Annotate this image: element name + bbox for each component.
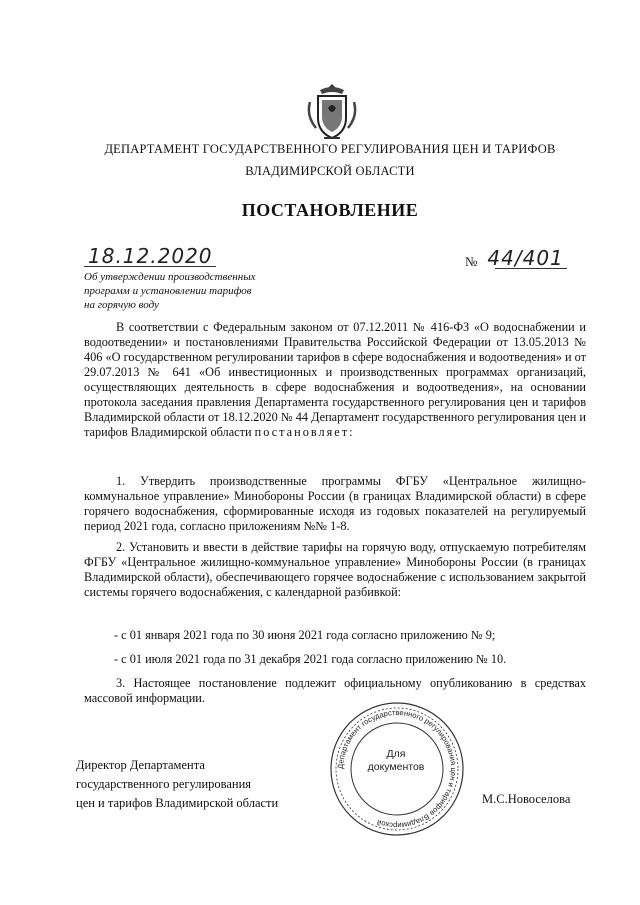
department-name-line2: ВЛАДИМИРСКОЙ ОБЛАСТИ [245,164,415,178]
stamp-ring-text: Департамент государственного регулирования цен и тарифов Владимирской [335,707,459,831]
stamp-center-line: документов [367,761,425,773]
number-value: 44/401 [487,246,564,270]
department-name-line1: ДЕПАРТАМЕНТ ГОСУДАРСТВЕННОГО РЕГУЛИРОВАНИЯ ЦЕН И ТАРИФОВ [104,142,556,156]
signer-title-line: Директор Департамента [76,758,205,772]
signer-title-line: государственного регулирования [76,777,252,791]
signature-block [76,756,278,813]
preamble-paragraph [84,320,586,440]
item-2-period-a: - с 01 января 2021 года по 30 июня 2021 года согласно приложению № 9; [114,628,496,642]
coat-of-arms-icon [304,80,360,142]
subject-line: программ и установлении тарифов [84,285,252,297]
document-number [465,246,564,270]
subject-line: Об утверждении производственных [84,271,256,283]
item-3-paragraph: 3. Настоящее постановление подлежит официальному опубликованию в средствах массовой информации. [84,676,586,705]
item-1-paragraph: 1. Утвердить производственные программы ФГБУ «Центральное жилищно-коммунальное управление» Минобороны России (в границах Владимирской области) в сфере горячего водоснабжения, сформированные исходя из годовых показателей на регулируемый период 2021 года, согласно приложениям №№ 1-8. [84,474,586,533]
stamp-center-text [340,748,452,774]
document-title: ПОСТАНОВЛЕНИЕ [241,200,419,220]
subject-line: на горячую воду [84,299,159,311]
preamble-text: В соответствии с Федеральным законом от 07.12.2011 № 416-ФЗ «О водоснабжении и водоотведении» и постановлениями Правительства Российской Федерации от 13.05.2013 № 406 «О государственном регулировании тарифов в сфере водоснабжения и водоотведения» и от 29.07.2013 № 641 «Об инвестиционных и производственных программах организаций, осуществляющих деятельность в сфере водоснабжения и водоотведения», на основании протокола заседания правления Департамента государственного регулирования цен и тарифов Владимирской области от 18.12.2020 № 44 Департамент государственного регулирования цен и тарифов Владимирской области [84,320,586,439]
item-2-paragraph: 2. Установить и ввести в действие тарифы на горячую воду, отпускаемую потребителям ФГБУ «Центральное жилищно-коммунальное управление» Минобороны России (в границах Владимирской области), обеспечивающего горячее водоснабжение с использованием закрытой системы горячего водоснабжения, с календарной разбивкой: [84,540,586,599]
decree-word: постановляет: [254,425,355,439]
document-subject [84,270,284,312]
number-sign: № [465,254,478,269]
item-2-period-b: - с 01 июля 2021 года по 31 декабря 2021 года согласно приложению № 10. [114,652,507,666]
date-underline [84,266,216,267]
number-underline [495,268,567,269]
document-date: 18.12.2020 [88,244,213,268]
signer-name: М.С.Новоселова [482,792,571,806]
signer-title-line: цен и тарифов Владимирской области [76,796,279,810]
stamp-center-line: Для [386,748,406,760]
